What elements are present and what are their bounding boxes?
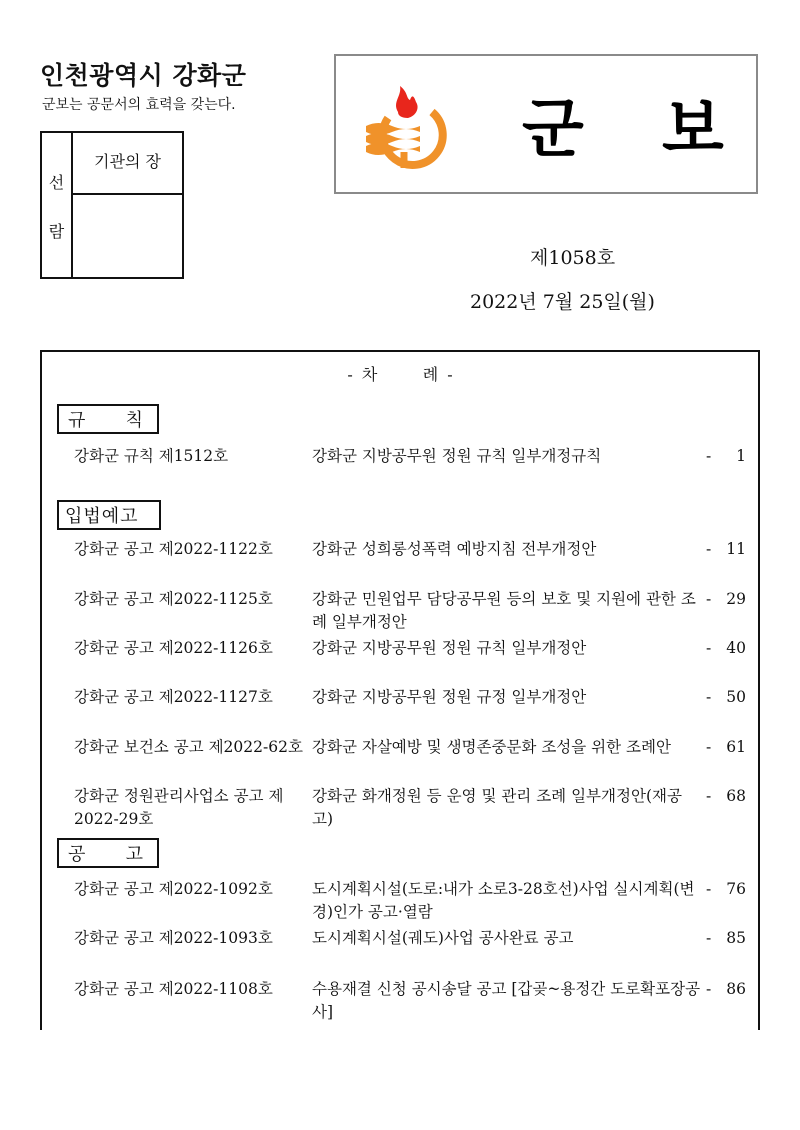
org-name: 인천광역시 강화군	[40, 61, 247, 90]
review-signature-area	[73, 195, 182, 277]
entry-page: 85	[726, 929, 746, 947]
entry-title: 강화군 지방공무원 정원 규정 일부개정안	[312, 688, 587, 706]
section-tag-char: 공	[68, 844, 86, 865]
entry-title: 강화군 자살예방 및 생명존중문화 조성을 위한 조례안	[312, 738, 671, 756]
entry-page: 11	[726, 540, 746, 558]
section-tag-char: 칙	[125, 410, 143, 431]
entry-page: 40	[726, 639, 746, 657]
entry-ref: 강화군 공고 제2022-1125호	[74, 590, 273, 608]
entry-dash: -	[706, 787, 712, 805]
entry-page: 1	[736, 447, 746, 465]
masthead-char-gun: 군	[522, 93, 584, 167]
review-side-label-top: 선	[48, 173, 65, 192]
entry-dash: -	[706, 540, 712, 558]
entry-ref: 강화군 공고 제2022-1092호	[74, 880, 273, 898]
masthead	[334, 54, 758, 194]
entry-page: 76	[726, 880, 746, 898]
entry-title: 강화군 지방공무원 정원 규칙 일부개정규칙	[312, 447, 602, 465]
issue-number: 제1058호	[530, 247, 616, 269]
review-box	[40, 131, 184, 279]
toc-title: - 차 례 -	[347, 365, 453, 384]
section-tag-text: 입법예고	[65, 506, 139, 527]
entry-dash: -	[706, 688, 712, 706]
entry-page: 68	[726, 787, 746, 805]
entry-dash: -	[706, 590, 712, 608]
entry-page: 29	[726, 590, 746, 608]
section-tag-char: 규	[68, 410, 86, 431]
entry-ref: 강화군 규칙 제1512호	[74, 447, 229, 465]
section-tag-notices	[57, 838, 159, 868]
entry-title: 강화군 지방공무원 정원 규칙 일부개정안	[312, 639, 587, 657]
entry-ref: 강화군 정원관리사업소 공고 제2022-29호	[74, 787, 284, 828]
entry-dash: -	[706, 738, 712, 756]
entry-ref: 강화군 공고 제2022-1093호	[74, 929, 273, 947]
subtitle: 군보는 공문서의 효력을 갖는다.	[42, 97, 236, 113]
review-side-label-bottom: 람	[48, 222, 65, 241]
section-tag-rules	[57, 404, 159, 434]
table-of-contents	[40, 350, 760, 1030]
entry-page: 50	[726, 688, 746, 706]
entry-dash: -	[706, 639, 712, 657]
entry-dash: -	[706, 880, 712, 898]
entry-ref: 강화군 공고 제2022-1127호	[74, 688, 273, 706]
entry-ref: 강화군 공고 제2022-1126호	[74, 639, 273, 657]
section-tag-legislative-notice	[57, 500, 161, 530]
entry-title: 도시계획시설(궤도)사업 공사완료 공고	[312, 929, 574, 947]
entry-dash: -	[706, 929, 712, 947]
review-side-label	[42, 133, 73, 277]
issue-date: 2022년 7월 25일(월)	[470, 291, 655, 313]
entry-title: 강화군 민원업무 담당공무원 등의 보호 및 지원에 관한 조례 일부개정안	[312, 590, 696, 631]
gangwha-emblem-icon	[362, 82, 454, 172]
entry-ref: 강화군 공고 제2022-1108호	[74, 980, 273, 998]
entry-dash: -	[706, 447, 712, 465]
entry-title: 강화군 성희롱성폭력 예방지침 전부개정안	[312, 540, 597, 558]
entry-ref: 강화군 공고 제2022-1122호	[74, 540, 273, 558]
review-head-label: 기관의 장	[73, 133, 182, 195]
entry-page: 86	[726, 980, 746, 998]
entry-title: 수용재결 신청 공시송달 공고 [갑곶~용정간 도로확포장공사]	[312, 980, 701, 1021]
masthead-char-bo: 보	[662, 93, 724, 167]
section-tag-char: 고	[125, 844, 143, 865]
entry-title: 강화군 화개정원 등 운영 및 관리 조례 일부개정안(재공고)	[312, 787, 682, 828]
entry-title: 도시계획시설(도로:내가 소로3-28호선)사업 실시계획(변경)인가 공고·열람	[312, 880, 695, 921]
entry-dash: -	[706, 980, 712, 998]
entry-ref: 강화군 보건소 공고 제2022-62호	[74, 738, 303, 756]
entry-page: 61	[726, 738, 746, 756]
